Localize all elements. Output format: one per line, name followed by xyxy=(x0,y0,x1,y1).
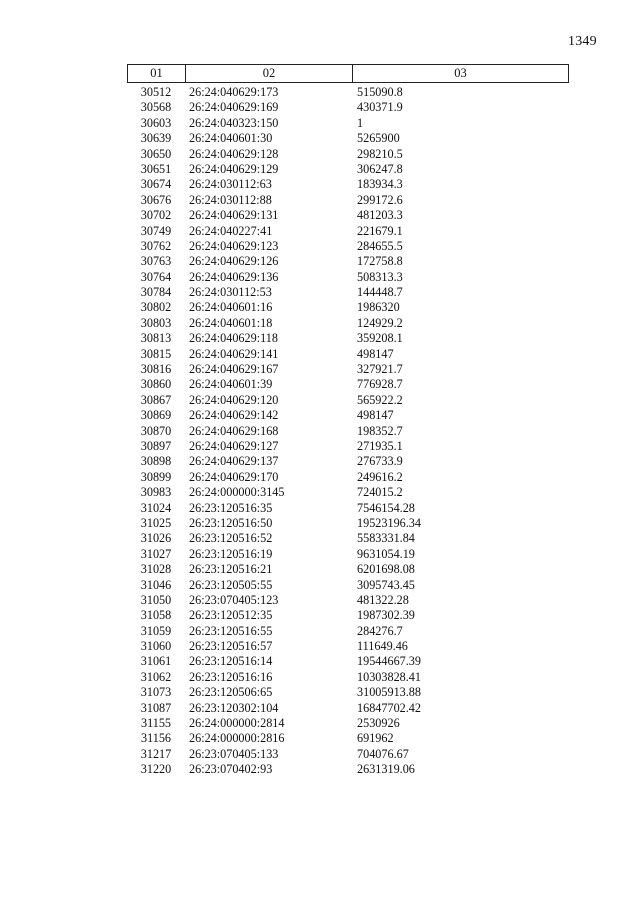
cell-id: 30676 xyxy=(140,192,172,207)
cell-value: 276733.9 xyxy=(357,454,403,469)
table-row xyxy=(127,454,569,469)
cell-id: 30870 xyxy=(140,423,172,438)
table-row xyxy=(127,208,569,223)
cell-value: 31005913.88 xyxy=(357,685,421,700)
cell-cadastral-number: 26:24:040629:129 xyxy=(189,161,279,176)
cell-id: 30763 xyxy=(140,254,172,269)
cell-cadastral-number: 26:24:040629:127 xyxy=(189,438,279,453)
cell-id: 30639 xyxy=(140,131,172,146)
cell-cadastral-number: 26:24:040601:30 xyxy=(189,131,273,146)
cell-value: 508313.3 xyxy=(357,269,403,284)
cell-value: 284276.7 xyxy=(357,623,403,638)
cell-value: 198352.7 xyxy=(357,423,403,438)
cell-cadastral-number: 26:24:040629:123 xyxy=(189,238,279,253)
cell-cadastral-number: 26:23:070405:123 xyxy=(189,592,279,607)
cell-id: 31061 xyxy=(140,654,172,669)
cell-id: 30784 xyxy=(140,285,172,300)
cell-id: 31156 xyxy=(140,731,172,746)
cell-cadastral-number: 26:24:040323:150 xyxy=(189,115,279,130)
cell-id: 31046 xyxy=(140,577,172,592)
table-row xyxy=(127,762,569,777)
cell-cadastral-number: 26:24:000000:2816 xyxy=(189,731,285,746)
table-header xyxy=(127,64,569,83)
cell-cadastral-number: 26:24:030112:53 xyxy=(189,285,272,300)
table-row xyxy=(127,701,569,716)
cell-id: 30802 xyxy=(140,300,172,315)
table-row xyxy=(127,131,569,146)
cell-value: 565922.2 xyxy=(357,392,403,407)
cell-cadastral-number: 26:24:040629:142 xyxy=(189,408,279,423)
cell-id: 31062 xyxy=(140,669,172,684)
cell-id: 30762 xyxy=(140,238,172,253)
cell-value: 2631319.06 xyxy=(357,762,415,777)
cell-value: 481322.28 xyxy=(357,592,409,607)
cell-id: 30898 xyxy=(140,454,172,469)
cell-id: 30983 xyxy=(140,485,172,500)
table-row xyxy=(127,639,569,654)
table-row xyxy=(127,624,569,639)
cell-cadastral-number: 26:24:040629:126 xyxy=(189,254,279,269)
table-row xyxy=(127,424,569,439)
table-row xyxy=(127,470,569,485)
table-row xyxy=(127,485,569,500)
cell-value: 9631054.19 xyxy=(357,546,415,561)
cell-value: 481203.3 xyxy=(357,208,403,223)
cell-id: 31024 xyxy=(140,500,172,515)
cell-id: 31028 xyxy=(140,562,172,577)
cell-id: 31050 xyxy=(140,592,172,607)
table-row xyxy=(127,85,569,100)
cell-id: 30702 xyxy=(140,208,172,223)
cell-value: 16847702.42 xyxy=(357,700,421,715)
table-row xyxy=(127,270,569,285)
cell-value: 298210.5 xyxy=(357,146,403,161)
cell-value: 515090.8 xyxy=(357,85,403,99)
cell-cadastral-number: 26:24:040629:131 xyxy=(189,208,279,223)
cell-value: 2530926 xyxy=(357,716,400,731)
cell-id: 30764 xyxy=(140,269,172,284)
cell-cadastral-number: 26:24:030112:63 xyxy=(189,177,272,192)
table-row xyxy=(127,162,569,177)
cell-id: 31155 xyxy=(140,716,172,731)
cell-cadastral-number: 26:24:040629:168 xyxy=(189,423,279,438)
table-row xyxy=(127,254,569,269)
cell-value: 498147 xyxy=(357,408,394,423)
cell-cadastral-number: 26:23:070402:93 xyxy=(189,762,273,777)
cell-value: 19544667.39 xyxy=(357,654,421,669)
cell-value: 172758.8 xyxy=(357,254,403,269)
cell-id: 31087 xyxy=(140,700,172,715)
table-row xyxy=(127,547,569,562)
cell-value: 359208.1 xyxy=(357,331,403,346)
cell-cadastral-number: 26:24:040629:136 xyxy=(189,269,279,284)
cell-cadastral-number: 26:24:040629:128 xyxy=(189,146,279,161)
cell-id: 30867 xyxy=(140,392,172,407)
cell-value: 5583331.84 xyxy=(357,531,415,546)
table-row xyxy=(127,654,569,669)
table-row xyxy=(127,362,569,377)
cell-id: 31058 xyxy=(140,608,172,623)
table-row xyxy=(127,685,569,700)
cell-cadastral-number: 26:24:000000:2814 xyxy=(189,716,285,731)
cell-id: 30674 xyxy=(140,177,172,192)
table-body xyxy=(127,85,569,778)
table-row xyxy=(127,439,569,454)
cell-cadastral-number: 26:24:040629:167 xyxy=(189,362,279,377)
table-row xyxy=(127,670,569,685)
cell-value: 1986320 xyxy=(357,300,400,315)
table-row xyxy=(127,239,569,254)
cell-value: 271935.1 xyxy=(357,438,403,453)
cell-value: 3095743.45 xyxy=(357,577,415,592)
cell-cadastral-number: 26:24:040227:41 xyxy=(189,223,273,238)
table-row xyxy=(127,731,569,746)
cell-value: 6201698.08 xyxy=(357,562,415,577)
cell-cadastral-number: 26:24:040629:141 xyxy=(189,346,279,361)
cell-cadastral-number: 26:24:040629:120 xyxy=(189,392,279,407)
page-number: 1349 xyxy=(568,34,597,49)
table-row xyxy=(127,593,569,608)
cell-value: 5265900 xyxy=(357,131,400,146)
cell-id: 31026 xyxy=(140,531,172,546)
cell-id: 31025 xyxy=(140,515,172,530)
cell-cadastral-number: 26:24:040629:170 xyxy=(189,469,279,484)
cell-id: 30869 xyxy=(140,408,172,423)
column-header-01: 01 xyxy=(128,65,186,82)
table-row xyxy=(127,562,569,577)
table-row xyxy=(127,285,569,300)
cell-id: 30897 xyxy=(140,438,172,453)
cell-cadastral-number: 26:23:120512:35 xyxy=(189,608,273,623)
cell-cadastral-number: 26:24:040601:16 xyxy=(189,300,273,315)
table-row xyxy=(127,377,569,392)
cell-id: 30803 xyxy=(140,315,172,330)
cell-cadastral-number: 26:23:120302:104 xyxy=(189,700,279,715)
cell-id: 30816 xyxy=(140,362,172,377)
column-header-02: 02 xyxy=(186,65,353,82)
table-row xyxy=(127,300,569,315)
cell-id: 30899 xyxy=(140,469,172,484)
cell-value: 691962 xyxy=(357,731,394,746)
cell-cadastral-number: 26:23:120516:21 xyxy=(189,562,273,577)
cell-id: 30651 xyxy=(140,161,172,176)
cell-cadastral-number: 26:23:120506:65 xyxy=(189,685,273,700)
cell-cadastral-number: 26:24:000000:3145 xyxy=(189,485,285,500)
cell-id: 31060 xyxy=(140,639,172,654)
table-row xyxy=(127,531,569,546)
cell-id: 31059 xyxy=(140,623,172,638)
cell-id: 30815 xyxy=(140,346,172,361)
table-row xyxy=(127,116,569,131)
cell-value: 221679.1 xyxy=(357,223,403,238)
cell-id: 30860 xyxy=(140,377,172,392)
cell-value: 776928.7 xyxy=(357,377,403,392)
table-row xyxy=(127,608,569,623)
cell-cadastral-number: 26:24:040601:39 xyxy=(189,377,273,392)
cell-cadastral-number: 26:23:120516:55 xyxy=(189,623,273,638)
cell-id: 30568 xyxy=(140,100,172,115)
table-row xyxy=(127,578,569,593)
cell-id: 30603 xyxy=(140,115,172,130)
cell-cadastral-number: 26:23:120516:57 xyxy=(189,639,273,654)
table-row xyxy=(127,747,569,762)
cell-cadastral-number: 26:24:040629:173 xyxy=(189,85,279,99)
cell-cadastral-number: 26:23:120516:19 xyxy=(189,546,273,561)
table-row xyxy=(127,193,569,208)
cell-value: 724015.2 xyxy=(357,485,403,500)
cell-cadastral-number: 26:24:030112:88 xyxy=(189,192,272,207)
table-row xyxy=(127,331,569,346)
cell-value: 430371.9 xyxy=(357,100,403,115)
cell-value: 144448.7 xyxy=(357,285,403,300)
cell-value: 284655.5 xyxy=(357,238,403,253)
table-row xyxy=(127,393,569,408)
table-row xyxy=(127,100,569,115)
cell-cadastral-number: 26:23:120516:16 xyxy=(189,669,273,684)
cell-cadastral-number: 26:23:120516:52 xyxy=(189,531,273,546)
cell-value: 111649.46 xyxy=(357,639,408,654)
cell-value: 498147 xyxy=(357,346,394,361)
cell-cadastral-number: 26:23:120505:55 xyxy=(189,577,273,592)
cell-value: 1 xyxy=(357,115,364,130)
table-row xyxy=(127,516,569,531)
table-row xyxy=(127,347,569,362)
cell-id: 30813 xyxy=(140,331,172,346)
cell-id: 30650 xyxy=(140,146,172,161)
cell-cadastral-number: 26:23:120516:35 xyxy=(189,500,273,515)
table-row xyxy=(127,716,569,731)
cell-id: 30512 xyxy=(140,85,172,99)
cell-value: 299172.6 xyxy=(357,192,403,207)
cell-cadastral-number: 26:23:070405:133 xyxy=(189,746,279,761)
cell-cadastral-number: 26:23:120516:14 xyxy=(189,654,273,669)
cell-value: 19523196.34 xyxy=(357,515,421,530)
cell-cadastral-number: 26:24:040629:118 xyxy=(189,331,278,346)
cell-cadastral-number: 26:24:040629:137 xyxy=(189,454,279,469)
cell-value: 7546154.28 xyxy=(357,500,415,515)
cell-id: 30749 xyxy=(140,223,172,238)
cell-id: 31027 xyxy=(140,546,172,561)
cell-value: 249616.2 xyxy=(357,469,403,484)
table-row xyxy=(127,147,569,162)
cell-value: 306247.8 xyxy=(357,161,403,176)
table-row xyxy=(127,177,569,192)
cell-id: 31073 xyxy=(140,685,172,700)
cell-id: 31217 xyxy=(140,746,172,761)
cell-value: 10303828.41 xyxy=(357,669,421,684)
cell-value: 124929.2 xyxy=(357,315,403,330)
cell-cadastral-number: 26:24:040601:18 xyxy=(189,315,273,330)
table-row xyxy=(127,224,569,239)
column-header-03: 03 xyxy=(454,66,467,80)
cell-value: 704076.67 xyxy=(357,746,409,761)
table-row xyxy=(127,408,569,423)
table-row xyxy=(127,316,569,331)
cell-value: 183934.3 xyxy=(357,177,403,192)
cell-value: 327921.7 xyxy=(357,362,403,377)
table-row xyxy=(127,501,569,516)
cell-value: 1987302.39 xyxy=(357,608,415,623)
cell-id: 31220 xyxy=(140,762,172,777)
cell-cadastral-number: 26:23:120516:50 xyxy=(189,515,273,530)
cell-cadastral-number: 26:24:040629:169 xyxy=(189,100,279,115)
